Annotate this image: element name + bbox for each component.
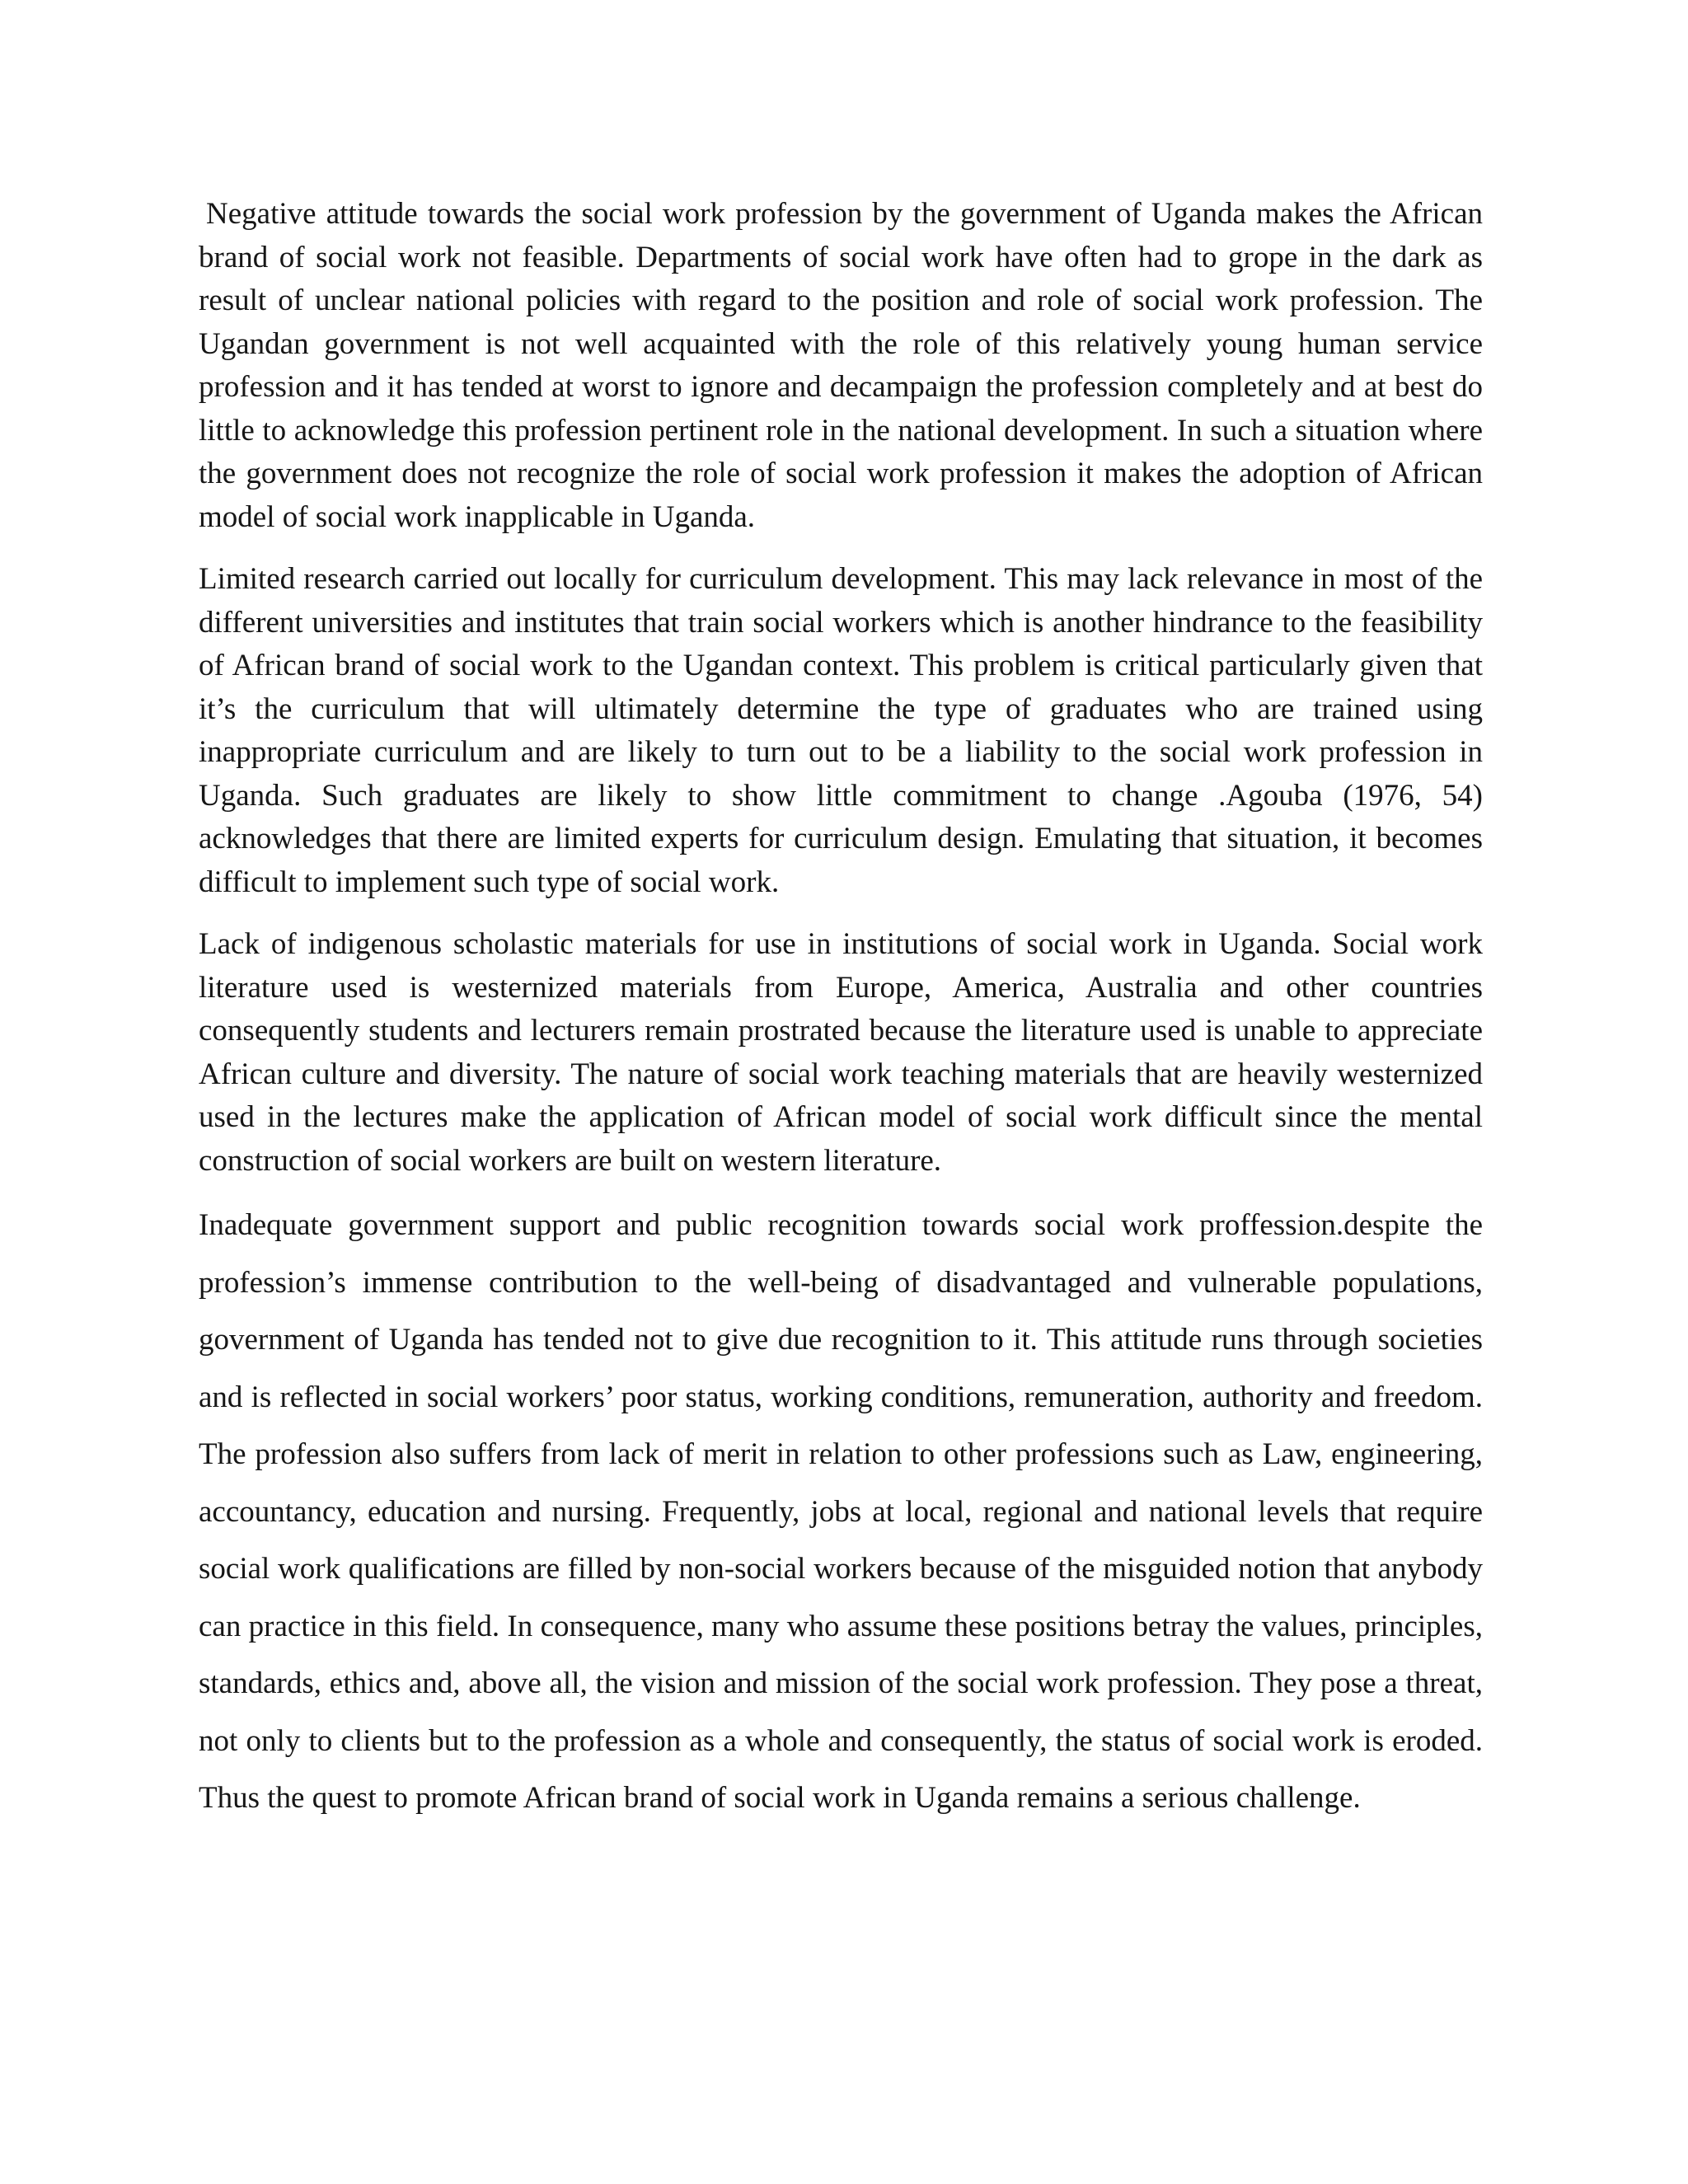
paragraph-scholastic-materials: Lack of indigenous scholastic materials for use in institutions of social work in Uganda. Social work literature used is westernized materials from Europe, America, Australia and other countries consequently students and lecturers remain prostrated because the literature used is unable to appreciate African culture and diversity. The nature of social work teaching materials that are heavily westernized used in the lectures make the application of African model of social work difficult since the mental construction of social workers are built on western literature. bbox=[199, 927, 1483, 1178]
paragraph-limited-research: Limited research carried out locally for curriculum development. This may lack relevance in most of the different universities and institutes that train social workers which is another hindrance to the feasibility of African brand of social work to the Ugandan context. This problem is critical particularly given that it’s the curriculum that will ultimately determine the type of graduates who are trained using inappropriate curriculum and are likely to turn out to be a liability to the social work profession in Uganda. Such graduates are likely to show little commitment to change .Agouba (1976, 54) acknowledges that there are limited experts for curriculum design. Emulating that situation, it becomes difficult to implement such type of social work. bbox=[199, 562, 1483, 899]
document-body bbox=[199, 193, 1483, 1846]
paragraph-government-attitude: Negative attitude towards the social work profession by the government of Uganda makes the African brand of social work not feasible. Departments of social work have often had to grope in the dark as result of unclear national policies with regard to the position and role of social work profession. The Ugandan government is not well acquainted with the role of this relatively young human service profession and it has tended at worst to ignore and decampaign the profession completely and at best do little to acknowledge this profession pertinent role in the national development. In such a situation where the government does not recognize the role of social work profession it makes the adoption of African model of social work inapplicable in Uganda. bbox=[199, 197, 1483, 534]
paragraph-inadequate-support: Inadequate government support and public recognition towards social work proffession.despite the profession’s immense contribution to the well-being of disadvantaged and vulnerable populations, government of Uganda has tended not to give due recognition to it. This attitude runs through societies and is reflected in social workers’ poor status, working conditions, remuneration, authority and freedom. The profession also suffers from lack of merit in relation to other professions such as Law, engineering, accountancy, education and nursing. Frequently, jobs at local, regional and national levels that require social work qualifications are filled by non-social workers because of the misguided notion that anybody can practice in this field. In consequence, many who assume these positions betray the values, principles, standards, ethics and, above all, the vision and mission of the social work profession. They pose a threat, not only to clients but to the profession as a whole and consequently, the status of social work is eroded. Thus the quest to promote African brand of social work in Uganda remains a serious challenge. bbox=[199, 1208, 1483, 1815]
